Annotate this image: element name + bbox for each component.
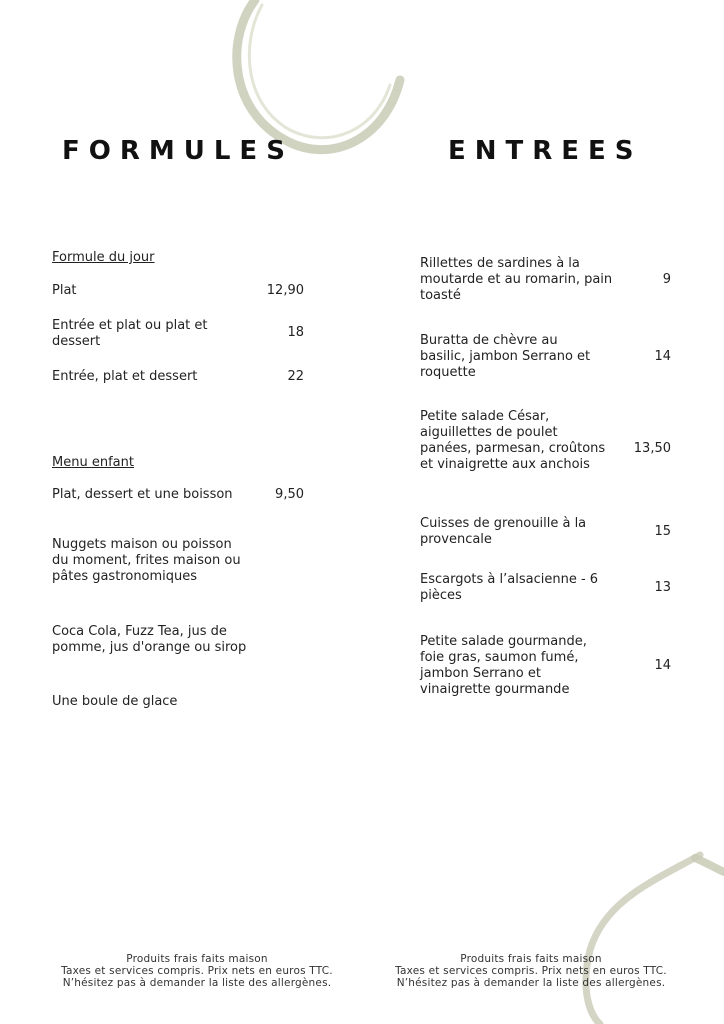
footer-line: N’hésitez pas à demander la liste des allergènes. xyxy=(396,977,666,989)
section-title-menu-enfant: Menu enfant xyxy=(52,455,134,470)
menu-item xyxy=(420,516,671,548)
item-price: 9 xyxy=(662,272,671,287)
bottom-brush-stroke xyxy=(695,858,724,872)
menu-item xyxy=(52,487,304,503)
menu-item xyxy=(420,572,671,604)
item-name: Petite salade gourmande, foie gras, saumon fumé, jambon Serrano et vinaigrette gourmande xyxy=(420,634,587,697)
item-name: Entrée, plat et dessert xyxy=(52,369,198,384)
menu-item xyxy=(52,624,252,672)
item-price: 13 xyxy=(654,580,671,595)
item-name: Plat, dessert et une boisson xyxy=(52,487,233,502)
top-brush-circle xyxy=(237,0,400,150)
footer-line: Taxes et services compris. Prix nets en euros TTC. xyxy=(61,965,333,977)
item-price: 9,50 xyxy=(275,487,304,502)
item-price: 22 xyxy=(287,369,304,384)
menu-item xyxy=(52,694,252,710)
menu-item xyxy=(420,333,671,381)
menu-item xyxy=(52,537,252,585)
section-title-formule-du-jour: Formule du jour xyxy=(52,250,155,265)
item-price: 12,90 xyxy=(266,283,304,298)
footer-line: N’hésitez pas à demander la liste des allergènes. xyxy=(62,977,332,989)
item-price: 14 xyxy=(654,658,671,673)
menu-item xyxy=(420,409,671,489)
menu-item xyxy=(420,634,671,698)
item-name: Coca Cola, Fuzz Tea, jus de pomme, jus d'orange ou sirop xyxy=(52,624,247,655)
item-name: Buratta de chèvre au basilic, jambon Serrano et roquette xyxy=(420,333,591,380)
footer-line: Produits frais faits maison xyxy=(126,953,268,965)
footer-left xyxy=(47,953,347,989)
item-price: 13,50 xyxy=(633,441,671,456)
menu-item xyxy=(52,283,304,299)
menu-item xyxy=(420,256,671,304)
bottom-brush-circle xyxy=(586,855,700,1024)
menu-item xyxy=(52,369,304,385)
item-price: 18 xyxy=(287,325,304,340)
item-name: Nuggets maison ou poisson du moment, frites maison ou pâtes gastronomiques xyxy=(52,537,241,584)
item-name: Plat xyxy=(52,283,77,298)
footer-line: Produits frais faits maison xyxy=(460,953,602,965)
heading-formules: FORMULES xyxy=(62,136,294,166)
footer-right xyxy=(381,953,681,989)
item-name: Rillettes de sardines à la moutarde et au romarin, pain toasté xyxy=(420,256,613,303)
footer-line: Taxes et services compris. Prix nets en euros TTC. xyxy=(395,965,667,977)
item-price: 14 xyxy=(654,349,671,364)
item-name: Une boule de glace xyxy=(52,694,178,709)
item-name: Entrée et plat ou plat et dessert xyxy=(52,318,208,349)
top-brush-circle-inner xyxy=(249,5,390,138)
item-price: 15 xyxy=(654,524,671,539)
item-name: Escargots à l’alsacienne - 6 pièces xyxy=(420,572,599,603)
item-name: Petite salade César, aiguillettes de poulet panées, parmesan, croûtons et vinaigrette aux anchois xyxy=(420,409,606,472)
heading-entrees: ENTREES xyxy=(448,136,643,166)
menu-item xyxy=(52,318,304,350)
item-name: Cuisses de grenouille à la provencale xyxy=(420,516,587,547)
